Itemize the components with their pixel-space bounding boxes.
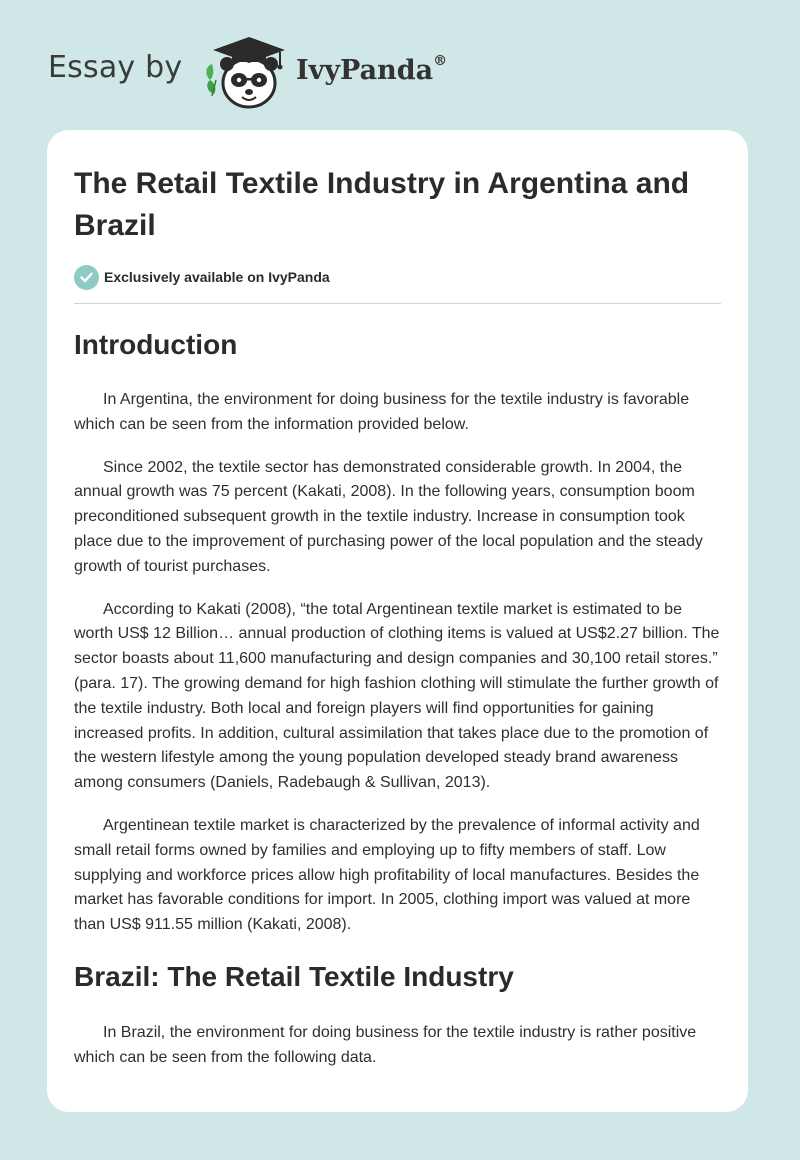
- paragraph: According to Kakati (2008), “the total Argentinean textile market is estimated to be worth US$ 12 Billion… annual production of clothing items is valued at US$2.27 billion. The sector boasts about 11,600 manufacturing and design companies and 30,100 retail stores.” (para. 17). The growing demand for high fashion clothing will stimulate the further growth of the textile industry. Both local and foreign players will find opportunities for gaining increased profits. In addition, cultural assimilation that takes place due to the promotion of the western lifestyle among the young population developed steady brand awareness among consumers (Daniels, Radebaugh & Sullivan, 2013).: [74, 600, 720, 792]
- site-header: [48, 30, 548, 110]
- brand-name-text: IvyPanda: [296, 55, 434, 86]
- registered-mark: ®: [433, 53, 448, 69]
- brand-name[interactable]: [296, 55, 447, 86]
- paragraph: In Brazil, the environment for doing business for the textile industry is rather positive which can be seen from the following data.: [74, 1023, 697, 1066]
- section-heading-brazil: Brazil: The Retail Textile Industry: [74, 960, 514, 992]
- check-icon: [74, 265, 99, 290]
- paragraph: Argentinean textile market is characterized by the prevalence of informal activity and small retail forms owned by families and employing up to fifty members of staff. Low supplying and workforce prices allow high profitability of local manufactures. Besides the market has favorable conditions for import. In 2005, clothing import was valued at more than US$ 911.55 million (Kakati, 2008).: [74, 816, 700, 934]
- divider: [74, 303, 721, 304]
- section-heading-introduction: Introduction: [74, 329, 238, 360]
- paragraph: In Argentina, the environment for doing business for the textile industry is favorable which can be seen from the information provided below.: [74, 391, 690, 433]
- page-title: The Retail Textile Industry in Argentina and Brazil: [74, 167, 690, 242]
- essay-card: [47, 130, 748, 1112]
- ivypanda-logo-icon[interactable]: [202, 34, 292, 110]
- exclusive-badge-label: Exclusively available on IvyPanda: [104, 269, 330, 285]
- exclusive-badge: [74, 264, 721, 290]
- essay-by-label: Essay by: [48, 50, 183, 85]
- paragraph: Since 2002, the textile sector has demonstrated considerable growth. In 2004, the annual growth was 75 percent (Kakati, 2008). In the following years, consumption boom preconditioned subsequent growth in the textile industry. Increase in consumption took place due to the improvement of purchasing power of the local population and the steady growth of tourist purchases.: [74, 458, 703, 575]
